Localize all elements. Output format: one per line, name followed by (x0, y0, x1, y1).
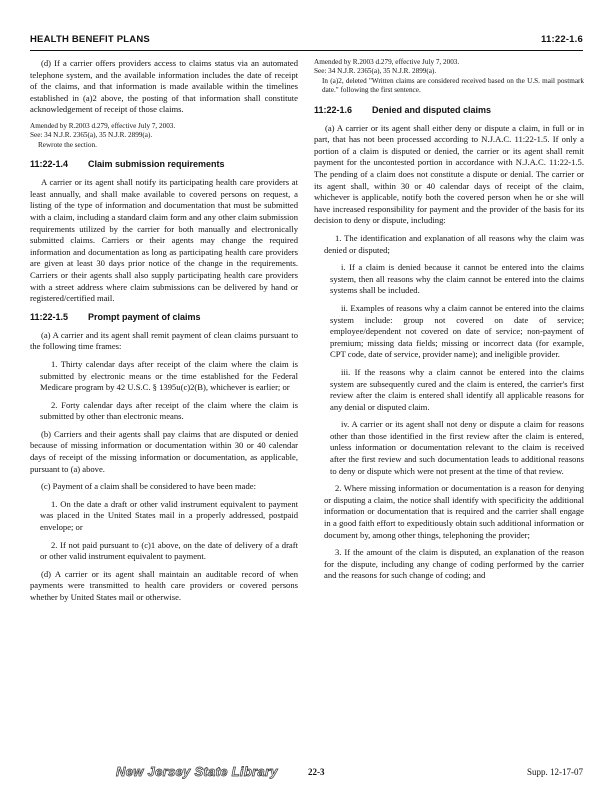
section-1-4-body: A carrier or its agent shall notify its participating health care providers at least annually, and shall make available to covered persons on request, a listing of the type of information and documentation that must be submitted with a claim, including a standard claim form and any other claim submission requirements utilized by the carrier for both manually and electronically submitted claims. Carriers or their agents may change the required information and documentation as long as participating health care providers are given at least 30 days prior notice of the change in the requirements. Carriers or their agents shall also supply participating health care providers with a street address where claim submissions can be delivered by hand or registered/certified mail. (30, 177, 298, 304)
section-heading-1-4 (30, 158, 298, 170)
paragraph-1-6-a-1-ii: ii. Examples of reasons why a claim cannot be entered into the claims system include: group not covered on date of service; employee/dependent not covered on date of service; non-payment of premium; missing data fields; missing or incorrect data (for example, CPT code, date of service, provider name); and ineligible provider. (330, 302, 584, 360)
paragraph-1-5-c-1: 1. On the date a draft or other valid instrument equivalent to payment was placed in the United States mail in a properly addressed, postpaid envelope; or (40, 498, 298, 533)
header-rule (30, 50, 583, 51)
library-watermark: New Jersey State Library (116, 764, 278, 779)
left-column (30, 58, 298, 610)
history-note-1-5 (314, 58, 584, 96)
section-title: Denied and disputed claims (372, 104, 492, 115)
page-footer (30, 764, 583, 784)
history-line: Amended by R.2003 d.279, effective July 7, 2003. (314, 58, 460, 66)
paragraph-1-5-c-2: 2. If not paid pursuant to (c)1 above, on the date of delivery of a draft or other valid instrument equivalent to payment. (40, 539, 298, 562)
paragraph-1-6-a: (a) A carrier or its agent shall either deny or dispute a claim, in full or in part, that has not been processed according to N.J.A.C. 11:22-1.5. If only a portion of a claim is disputed or denied, the carrier or its agent shall remit payment for the uncontested portion in accordance with N.J.A.C. 11:22-1.5. The pending of a claim does not constitute a dispute or denial. The carrier or its agent shall, within 30 or 40 calendar days of receipt of the claim, whichever is applicable, notify both the covered person when he or she will have increased responsibility for payment and the provider of the basis for its decision to deny or dispute, including: (314, 122, 584, 226)
chapter-title: HEALTH BENEFIT PLANS (30, 34, 150, 45)
paragraph-1-6-a-1-iii: iii. If the reasons why a claim cannot be entered into the claims system are subsequently cured and the claim is entered, the carrier's first review after the claim is entered shall identify all applicable reasons for any denial or disputed claim. (330, 366, 584, 412)
paragraph-1-5-a-1: 1. Thirty calendar days after receipt of the claim where the claim is submitted by electronic means or the time established for the Federal Medicare program by 42 U.S.C. § 1395u(c)2(B), whichever is earlier; or (40, 358, 298, 393)
section-heading-1-5 (30, 311, 298, 323)
paragraph-1-5-d: (d) A carrier or its agent shall maintain an auditable record of when payments were transmitted to health care providers or covered persons whether by United States mail or otherwise. (30, 568, 298, 602)
paragraph-1-3-d: (d) If a carrier offers providers access to claims status via an automated telephone system, and the available information includes the date of receipt of the claims, and that information is made available within the timelines established in (a)2 above, the posting of that information shall constitute acknowledgement of receipt of those claims. (30, 58, 298, 115)
paragraph-1-6-a-1-i: i. If a claim is denied because it cannot be entered into the claims system, then all reasons why the claim cannot be entered into the claims systems shall be included. (330, 262, 584, 296)
supplement-date: Supp. 12-17-07 (527, 767, 583, 777)
page-number: 22-3 (308, 767, 325, 777)
history-note-1-3 (30, 122, 298, 150)
running-header (30, 34, 583, 48)
section-title: Claim submission requirements (88, 159, 225, 170)
history-line: See: 34 N.J.R. 2365(a), 35 N.J.R. 2899(a). (30, 131, 153, 140)
paragraph-1-5-a: (a) A carrier and its agent shall remit payment of clean claims pursuant to the following time frames: (30, 329, 298, 352)
right-column (314, 58, 584, 588)
section-number: 11:22-1.5 (30, 311, 69, 322)
paragraph-1-6-a-3: 3. If the amount of the claim is disputed, an explanation of the reason for the dispute, including any change of coding performed by the carrier and the reasons for such change of coding; and (324, 547, 584, 581)
paragraph-1-6-a-1: 1. The identification and explanation of all reasons why the claim was denied or disputed; (324, 232, 584, 255)
paragraph-1-5-b: (b) Carriers and their agents shall pay claims that are disputed or denied because of missing information or documentation within 30 or 40 calendar days of receipt of the missing information or documentation, as applicable, pursuant to (a) above. (30, 428, 298, 474)
header-section-number: 11:22-1.6 (541, 34, 583, 45)
history-line: See: 34 N.J.R. 2365(a), 35 N.J.R. 2899(a). (314, 67, 437, 76)
paragraph-1-5-c: (c) Payment of a claim shall be considered to have been made: (41, 481, 256, 492)
paragraph-1-6-a-2: 2. Where missing information or documentation is a reason for denying or disputing a claim, the notice shall identify with specificity the additional information or documentation that is required and the carrier shall engage in a good faith effort to expeditiously obtain such additional information or document by, among other things, telephoning the provider; (324, 483, 584, 540)
history-line: Rewrote the section. (38, 140, 97, 149)
paragraph-1-6-a-1-iv: iv. A carrier or its agent shall not deny or dispute a claim for reasons other than those identified in the first review after the claim is entered, unless information or documentation relevant to the claim is received after the first review and such documentation leads to additional reasons to deny or dispute which were not present at the time of that review. (330, 419, 584, 476)
section-number: 11:22-1.6 (314, 104, 353, 115)
section-number: 11:22-1.4 (30, 159, 69, 170)
paragraph-1-5-a-2: 2. Forty calendar days after receipt of the claim where the claim is submitted by other than electronic means. (40, 399, 298, 422)
history-line: Amended by R.2003 d.279, effective July 7, 2003. (30, 121, 176, 130)
section-title: Prompt payment of claims (88, 311, 201, 322)
history-line: In (a)2, deleted "Written claims are considered received based on the U.S. mail postmark date." following the first sentence. (322, 76, 584, 95)
section-heading-1-6 (314, 104, 584, 116)
